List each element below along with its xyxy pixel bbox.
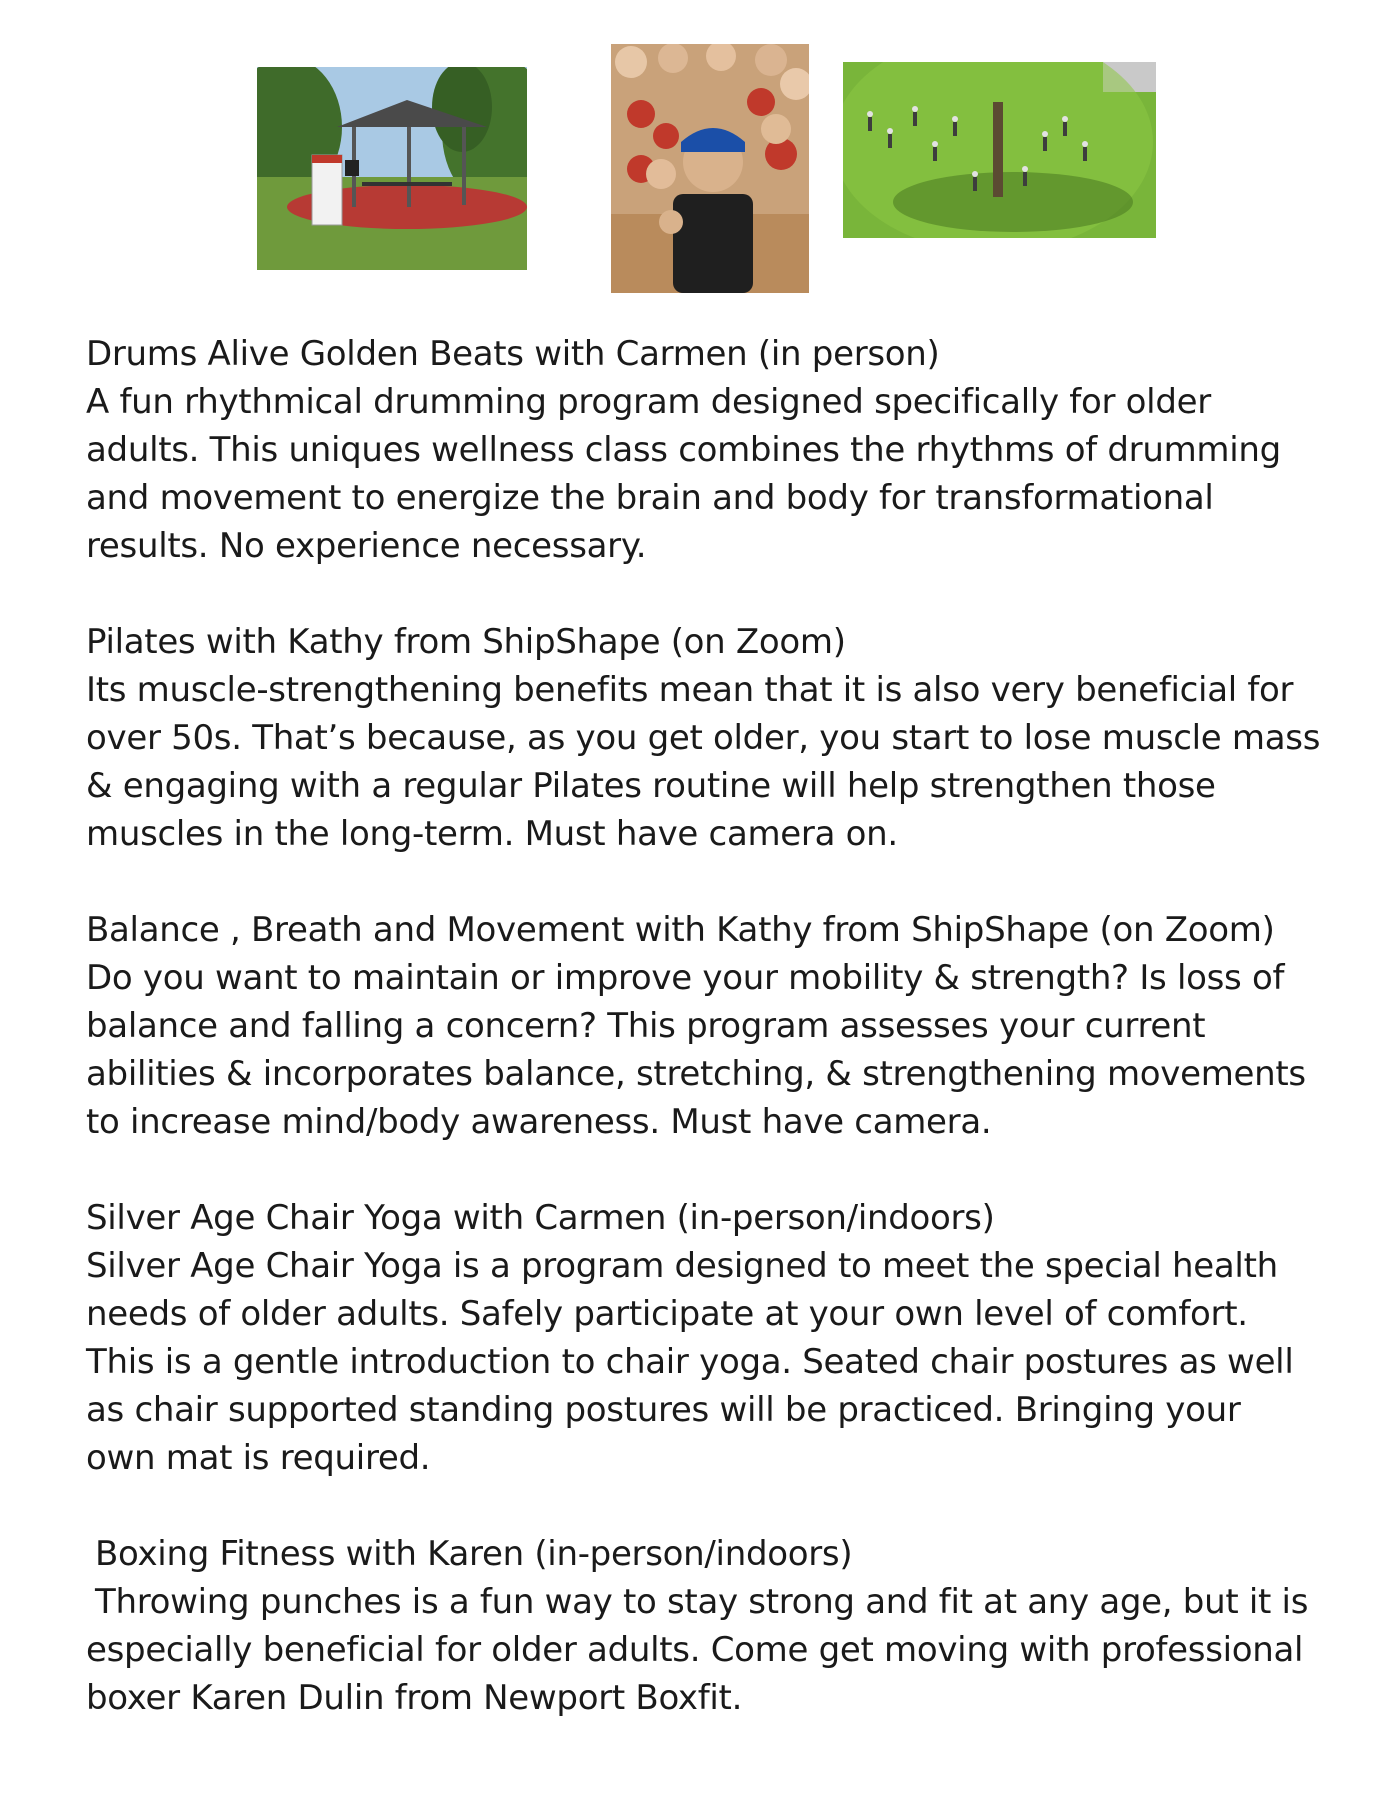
class-boxing-fitness — [86, 1530, 1326, 1722]
class-description-line: Throwing punches is a fun way to stay strong and fit at any age, but it is — [95, 1582, 1309, 1622]
class-title: Boxing Fitness with Karen (in-person/indoors) — [95, 1534, 853, 1574]
class-title: Pilates with Kathy from ShipShape (on Zoom) — [86, 622, 846, 662]
class-description-line: own mat is required. — [86, 1438, 431, 1478]
class-title: Silver Age Chair Yoga with Carmen (in-person/indoors) — [86, 1198, 995, 1238]
class-description-line: especially beneficial for older adults. Come get moving with professional — [86, 1630, 1304, 1670]
class-drums-alive — [86, 330, 1326, 570]
class-description-line: and movement to energize the brain and body for transformational — [86, 478, 1214, 518]
boxing-group-photo — [611, 44, 809, 293]
class-title: Drums Alive Golden Beats with Carmen (in person) — [86, 334, 940, 374]
class-description-line: & engaging with a regular Pilates routine will help strengthen those — [86, 766, 1216, 806]
class-balance-breath-movement — [86, 906, 1326, 1146]
class-description-line: Do you want to maintain or improve your mobility & strength? Is loss of — [86, 958, 1285, 998]
class-chair-yoga — [86, 1194, 1326, 1482]
class-description-line: over 50s. That’s because, as you get older, you start to lose muscle mass — [86, 718, 1321, 758]
class-description-line: abilities & incorporates balance, stretching, & strengthening movements — [86, 1054, 1306, 1094]
class-pilates — [86, 618, 1326, 858]
class-description-line: balance and falling a concern? This program assesses your current — [86, 1006, 1206, 1046]
park-group-photo — [843, 62, 1156, 238]
class-description-line: as chair supported standing postures will be practiced. Bringing your — [86, 1390, 1241, 1430]
class-description-line: boxer Karen Dulin from Newport Boxfit. — [86, 1678, 743, 1718]
pavilion-photo — [257, 67, 527, 270]
class-description-line: A fun rhythmical drumming program designed specifically for older — [86, 382, 1211, 422]
class-description-line: Its muscle-strengthening benefits mean that it is also very beneficial for — [86, 670, 1294, 710]
class-description-line: needs of older adults. Safely participate at your own level of comfort. — [86, 1294, 1248, 1334]
class-description-line: muscles in the long-term. Must have camera on. — [86, 814, 898, 854]
class-title: Balance , Breath and Movement with Kathy from ShipShape (on Zoom) — [86, 910, 1275, 950]
class-description-line: to increase mind/body awareness. Must have camera. — [86, 1102, 992, 1142]
class-description-line: results. No experience necessary. — [86, 526, 647, 566]
class-descriptions — [86, 330, 1326, 1770]
class-description-line: This is a gentle introduction to chair yoga. Seated chair postures as well — [86, 1342, 1294, 1382]
class-description-line: Silver Age Chair Yoga is a program designed to meet the special health — [86, 1246, 1278, 1286]
class-description-line: adults. This uniques wellness class combines the rhythms of drumming — [86, 430, 1281, 470]
